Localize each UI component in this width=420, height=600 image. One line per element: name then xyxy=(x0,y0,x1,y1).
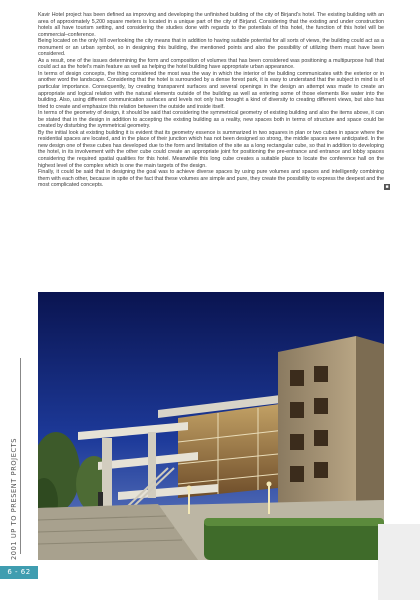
paragraph-6: By the initial look at existing building it is evident that its geometry essence is summarized in two squares in plan or two cubes in space where the residential spaces are located, and in the place of their junction which has not been designed so strong, the middle spaces were anticipated. In the new design one of these cubes has developed due to the form and limitation of the site as a long rectangular cube, so that in addition to developing the hotel, in its involvement with the other cube could create an appropriate joint for positioning the pre-entrance and entrance and lobby spaces considering the required spatial qualities for this hotel. Meanwhile this long cube creates a suitable place to locate the conference hall on the highest level of the complex which is one the main targets of the design. xyxy=(38,129,384,169)
article-body xyxy=(38,12,389,190)
hedge-top xyxy=(204,518,384,526)
side-caption-text: 2001 UP TO PRESENT PROJECTS xyxy=(10,437,18,560)
paragraph-7-text: Finally, it could be said that in designing the goal was to achieve diverse spaces by using pure volumes and spaces and intelligently combining them with each other, because in spite of the fact that these volumes are simple and pure, they create the possibility to express the deepest and the most complicated concepts. xyxy=(38,169,384,189)
paragraph-2: Being located on the only hill overlooking the city means that in addition to having suitable potential for all sorts of views, the building could act as a monument or an urban symbol, so in designing this building, the mentioned points and also the possibility of utilizing them must have been considered. xyxy=(38,38,384,58)
paragraph-4: In terms of design concepts, the thing considered the most was the way in which the interior of the building communicates with the exterior or in another word the landscape. Considering that the hotel is surrounded by a dense forest park, it is easy to understand that the subject in mind is of particular importance. Consequently, by creating transparent surfaces and several openings in the design an attempt was made to create an appropriate and logical relation with the natural elements outside of the building as well as entering some of those elements like water into the building. Also, using different communication surfaces and levels not only has brought a kind of diversity to creating different views, but also has tried to create and emphasize this relation between the outside and inside itself. xyxy=(38,70,384,110)
person-figure xyxy=(98,492,103,508)
side-caption xyxy=(2,400,18,560)
paragraph-5: In terms of the geometry of design, it should be said that considering the symmetrical geometry of existing building and also the items above, it can be stated that in the design in addition to accepting the existing building as a reality, new spaces both in terms of structure and space could be created by disturbing the symmetrical geometry. xyxy=(38,110,384,130)
end-of-article-icon: ■ xyxy=(385,183,389,190)
hotel-rendering-image xyxy=(38,292,384,560)
side-divider xyxy=(20,358,21,554)
paragraph-7 xyxy=(38,169,389,190)
paragraph-1: Kavir Hotel project has been defined as improving and developing the unfinished building of the city of Birjand's hotel. The existing building with an area of approximately 5,200 square meters is located in a unique part of the city of Birjand. Considering that the existing and under construction hotels all have tourism setting, and considering the studies done with regards to the potentials of this hotel, the function of this hotel will be commercial–conference. xyxy=(38,12,384,38)
hotel-rendering-svg xyxy=(38,292,384,560)
corner-decoration xyxy=(378,524,420,600)
page-number: 6 - 62 xyxy=(0,566,38,579)
paragraph-3: As a result, one of the issues determining the form and composition of volumes that has been considered was positioning a multipurpose hall that could act as the hotel's main feature as well as helping the hotel building have appropriate urban appearance. xyxy=(38,57,384,71)
